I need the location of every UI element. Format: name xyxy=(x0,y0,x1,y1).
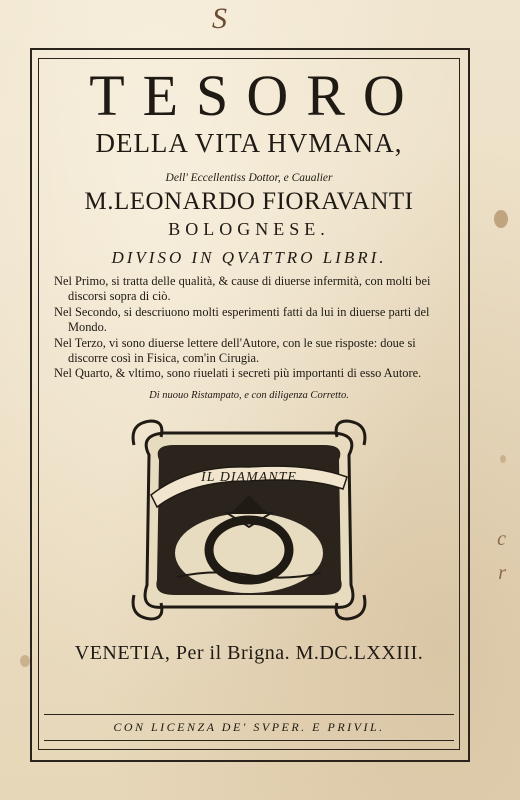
license-line: CON LICENZA DE' SVPER. E PRIVIL. xyxy=(113,720,385,734)
book-contents xyxy=(54,274,450,382)
imprint-line: VENETIA, Per il Brigna. M.DC.LXXIII. xyxy=(74,641,424,664)
handwritten-mark: c xyxy=(497,528,506,550)
author-city: BOLOGNESE. xyxy=(168,219,330,239)
printer-device-emblem xyxy=(129,415,369,625)
book-description: Nel Primo, si tratta delle qualità, & cause di diuerse infermità, con molti bei discorsi sopra di ciò. xyxy=(54,274,431,304)
book-title: TESORO xyxy=(89,63,423,128)
ink-stain xyxy=(500,455,506,463)
book-description: Nel Quarto, & vltimo, sono riuelati i secreti più importanti di esso Autore. xyxy=(54,366,422,381)
ink-stain xyxy=(20,655,30,667)
author-intro: Dell' Eccellentiss Dottor, e Caualier xyxy=(165,172,333,184)
divider-rule xyxy=(44,714,454,715)
divider-rule xyxy=(44,740,454,741)
handwritten-mark: S xyxy=(212,2,227,35)
author-name: M.LEONARDO FIORAVANTI xyxy=(84,188,414,215)
title-block xyxy=(44,62,454,665)
handwritten-mark: r xyxy=(498,562,506,584)
ink-stain xyxy=(494,210,508,228)
book-subtitle: DELLA VITA HVMANA, xyxy=(95,128,403,158)
book-description: Nel Terzo, vi sono diuerse lettere dell'Autore, con le sue risposte: doue si discorre così in Fisica, com'in Cirugia. xyxy=(54,335,416,366)
emblem-motto: IL DIAMANTE xyxy=(201,469,297,485)
division-heading: DIVISO IN QVATTRO LIBRI. xyxy=(111,248,387,267)
book-description: Nel Secondo, si descriuono molti esperimenti fatti da lui in diuerse parti del Mondo. xyxy=(54,304,430,335)
reprint-note: Di nuouo Ristampato, e con diligenza Corretto. xyxy=(149,389,349,401)
